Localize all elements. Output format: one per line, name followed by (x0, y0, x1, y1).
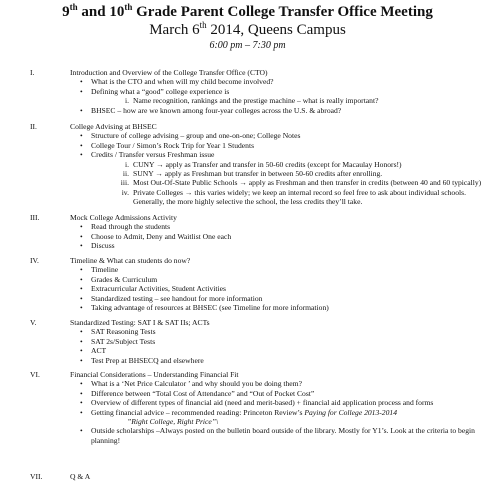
section-title: Q & A (70, 472, 91, 481)
title-part: and 10 (77, 4, 125, 20)
list-item: • Difference between “Total Cost of Attendance” and “Out of Pocket Cost” (80, 389, 485, 398)
sub-list (91, 160, 485, 207)
sub-item: i. CUNY → apply as Transfer and transfer in 50-60 credits (except for Macaulay Honors!) (121, 160, 485, 169)
date-part: March 6 (149, 22, 200, 38)
list-item-text: Credits / Transfer versus Freshman issue (91, 150, 215, 160)
section-number: IV. (30, 256, 39, 265)
date-part: 2014, Queens Campus (206, 22, 346, 38)
list-item: • ACT (80, 346, 485, 355)
date-sup: th (199, 20, 207, 30)
title-part: Grade Parent College Transfer Office Meeting (132, 4, 433, 20)
section-number: II. (30, 122, 37, 131)
item-list (80, 77, 485, 115)
list-item: • Choose to Admit, Deny and Waitlist One each (80, 232, 485, 241)
list-item: • Grades & Curriculum (80, 275, 485, 284)
list-item: • BHSEC – how are we known among four-year colleges across the U.S. & abroad? (80, 106, 485, 115)
sub-list (91, 96, 485, 105)
book-title: Paying for College 2013-2014 (304, 407, 397, 417)
list-item: • Discuss (80, 241, 485, 250)
title-sup: th (69, 2, 78, 12)
sub-item: iii. Most Out-Of-State Public Schools → apply as Freshman and then transfer in credits (between 40 and 60 typically) (121, 178, 485, 187)
section-number: VI. (30, 370, 40, 379)
sub-item: iv. Private Colleges → this varies widely; we keep an internal record so feel free to ask about individual schools. Generally, the more highly selective the school, the less credits they’ll take. (121, 188, 485, 207)
meeting-date (0, 21, 495, 39)
list-item: • Structure of college advising – group and one-on-one; College Notes (80, 131, 485, 140)
section-title: Introduction and Overview of the College Transfer Office (CTO) (70, 68, 268, 77)
list-item: • Outside scholarships –Always posted on the bulletin board outside of the library. Mostly for Y1’s. Look at the criteria to begin planning! (80, 426, 485, 445)
list-item: • College Tour / Simon’s Rock Trip for Year 1 Students (80, 141, 485, 150)
item-list (80, 327, 485, 365)
section-title: Standardized Testing: SAT I & SAT IIs; ACTs (70, 318, 210, 327)
meeting-time: 6:00 pm – 7:30 pm (209, 40, 286, 51)
sub-item: i. Name recognition, rankings and the prestige machine – what is really important? (121, 96, 485, 105)
section-number: III. (30, 213, 40, 222)
list-item (80, 150, 485, 206)
section-title: College Advising at BHSEC (70, 122, 157, 131)
list-item: • SAT 2s/Subject Tests (80, 337, 485, 346)
section-title: Mock College Admissions Activity (70, 213, 177, 222)
list-item-text: Defining what a “good” college experience is (91, 86, 230, 96)
list-item: • SAT Reasoning Tests (80, 327, 485, 336)
section-title: Financial Considerations – Understanding Financial Fit (70, 370, 239, 379)
sub-item: ii. SUNY → apply as Freshman but transfer in between 50-60 credits after enrolling. (121, 169, 485, 178)
section-title: Timeline & What can students do now? (70, 256, 191, 265)
section-number: V. (30, 318, 37, 327)
list-item (80, 408, 485, 427)
list-item: • Timeline (80, 265, 485, 274)
section-number: I. (30, 68, 35, 77)
list-item: • What is a ‘Net Price Calculator ’ and why should you be doing them? (80, 379, 485, 388)
list-item: • Test Prep at BHSECQ and elsewhere (80, 356, 485, 365)
list-item: • Standardized testing – see handout for more information (80, 294, 485, 303)
list-item (80, 87, 485, 106)
title-sup: th (124, 2, 133, 12)
list-item: • What is the CTO and when will my child become involved? (80, 77, 485, 86)
item-list (80, 222, 485, 250)
item-list (80, 379, 485, 445)
list-item: • Overview of different types of financial aid (need and merit-based) + financial aid application process and forms (80, 398, 485, 407)
section-number: VII. (30, 472, 43, 481)
advice-text: Getting financial advice – recommended reading: Princeton Review’s (91, 407, 305, 417)
document-title (0, 3, 495, 21)
title-part: 9 (62, 4, 70, 20)
item-list (80, 131, 485, 206)
list-item: • Extracurricular Activities, Student Activities (80, 284, 485, 293)
item-list (80, 265, 485, 312)
list-item: • Read through the students (80, 222, 485, 231)
book-subtitle: ”Right College, Right Price”\ (127, 417, 219, 427)
list-item: • Taking advantage of resources at BHSEC (see Timeline for more information) (80, 303, 485, 312)
